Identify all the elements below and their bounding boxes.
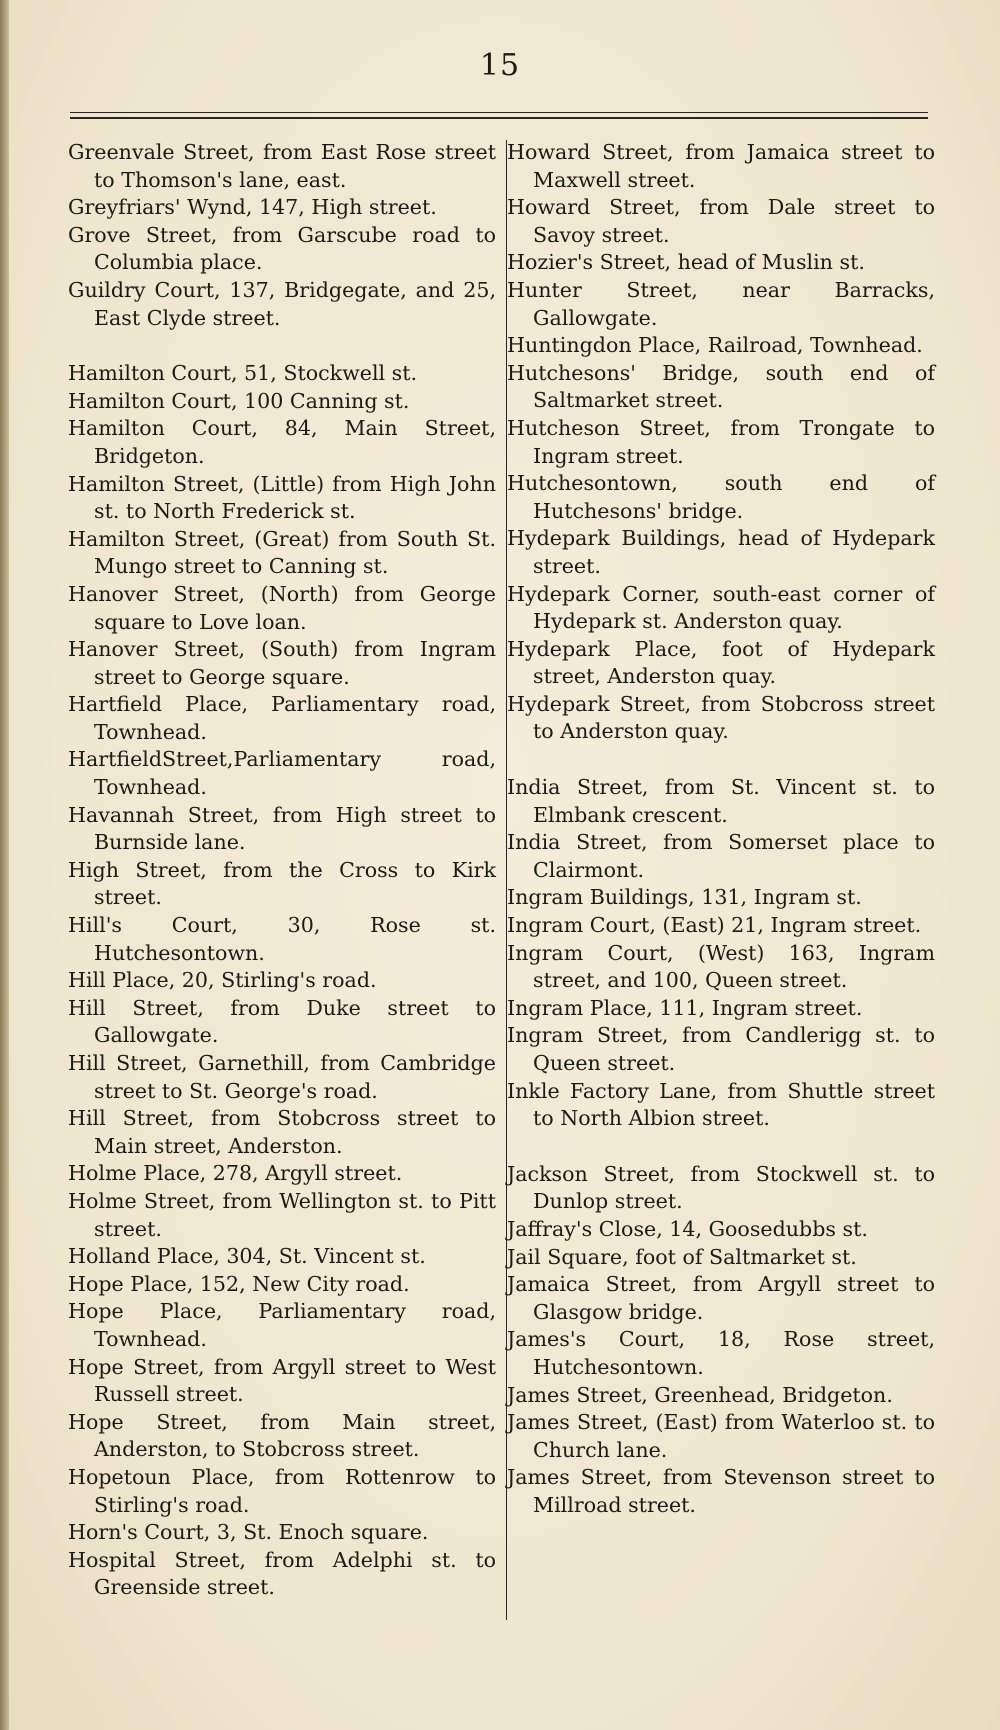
- book-spine-edge: [0, 0, 9, 1730]
- directory-entry: Hope Place, 152, New City road.: [68, 1271, 410, 1296]
- directory-entry: Howard Street, from Jamaica street to Maxwell street.: [507, 140, 935, 192]
- directory-entry: Hospital Street, from Adelphi st. to Greenside street.: [68, 1547, 496, 1600]
- directory-entry: Holme Street, from Wellington st. to Pitt street.: [68, 1188, 496, 1241]
- directory-entry: Hanover Street, (South) from Ingram street to George square.: [68, 637, 496, 689]
- directory-entry: Hill Street, from Stobcross street to Main street, Anderston.: [68, 1106, 496, 1158]
- directory-entry: Jaffray's Close, 14, Goosedubbs st.: [507, 1216, 868, 1241]
- directory-entry: Hamilton Street, (Great) from South St. Mungo street to Canning st.: [68, 526, 496, 579]
- directory-entry: James's Court, 18, Rose street, Hutchesontown.: [507, 1327, 935, 1379]
- directory-entry: Hamilton Court, 100 Canning st.: [68, 388, 410, 413]
- directory-entry: Jackson Street, from Stockwell st. to Dunlop street.: [507, 1161, 935, 1214]
- directory-entry: James Street, Greenhead, Bridgeton.: [507, 1382, 893, 1407]
- directory-entry: Hill Place, 20, Stirling's road.: [68, 968, 377, 993]
- directory-entry: Hamilton Street, (Little) from High John st. to North Frederick st.: [68, 471, 496, 524]
- directory-entry: High Street, from the Cross to Kirk street.: [68, 857, 496, 910]
- directory-entry: James Street, from Stevenson street to Millroad street.: [507, 1465, 935, 1517]
- directory-entry: Ingram Street, from Candlerigg st. to Queen street.: [507, 1023, 935, 1075]
- directory-entry: Ingram Court, (West) 163, Ingram street, and 100, Queen street.: [507, 940, 935, 993]
- directory-entry: Hopetoun Place, from Rottenrow to Stirling's road.: [68, 1464, 496, 1517]
- directory-entry: Huntingdon Place, Railroad, Townhead.: [507, 333, 923, 358]
- directory-entry: Hunter Street, near Barracks, Gallowgate.: [507, 277, 935, 330]
- directory-entry: India Street, from St. Vincent st. to Elmbank crescent.: [507, 775, 935, 827]
- directory-entry: Hamilton Court, 51, Stockwell st.: [68, 361, 418, 386]
- directory-entry: Inkle Factory Lane, from Shuttle street to North Albion street.: [507, 1078, 935, 1131]
- directory-entry: Hartfield Place, Parliamentary road, Townhead.: [68, 692, 496, 744]
- directory-entry: Hill Street, Garnethill, from Cambridge street to St. George's road.: [68, 1051, 496, 1103]
- directory-entry: Hydepark Buildings, head of Hydepark street.: [507, 526, 935, 578]
- section-gap: [68, 332, 496, 360]
- directory-entry: Jail Square, foot of Saltmarket st.: [507, 1244, 857, 1269]
- directory-entry: Guildry Court, 137, Bridgegate, and 25, East Clyde street.: [68, 277, 496, 330]
- directory-entry: Hope Place, Parliamentary road, Townhead.: [68, 1299, 496, 1351]
- directory-entry: Hill Street, from Duke street to Gallowgate.: [68, 995, 496, 1048]
- directory-entry: Ingram Buildings, 131, Ingram st.: [507, 885, 862, 910]
- directory-entry: Greenvale Street, from East Rose street to Thomson's lane, east.: [68, 140, 496, 192]
- directory-entry: Hutchesons' Bridge, south end of Saltmarket street.: [507, 360, 935, 413]
- directory-entry: India Street, from Somerset place to Clairmont.: [507, 830, 935, 882]
- directory-entry: Horn's Court, 3, St. Enoch square.: [68, 1520, 429, 1545]
- directory-entry: Hydepark Corner, south-east corner of Hydepark st. Anderston quay.: [507, 581, 935, 634]
- directory-entry: Greyfriars' Wynd, 147, High street.: [68, 195, 437, 220]
- directory-entry: Hope Street, from Argyll street to West Russell street.: [68, 1354, 496, 1407]
- section-gap: [507, 746, 935, 774]
- page-number: 15: [479, 48, 521, 83]
- directory-entry: Holland Place, 304, St. Vincent st.: [68, 1244, 426, 1269]
- directory-entry: Hamilton Court, 84, Main Street, Bridgeton.: [68, 416, 496, 468]
- directory-entry: Hanover Street, (North) from George square to Love loan.: [68, 581, 496, 634]
- section-gap: [507, 1133, 935, 1161]
- directory-entry: Ingram Place, 111, Ingram street.: [507, 995, 863, 1020]
- directory-entry: Jamaica Street, from Argyll street to Glasgow bridge.: [507, 1272, 935, 1324]
- directory-entry: Hydepark Street, from Stobcross street to Anderston quay.: [507, 691, 935, 744]
- directory-entry: Havannah Street, from High street to Burnside lane.: [68, 802, 496, 855]
- directory-entry: Hope Street, from Main street, Anderston, to Stobcross street.: [68, 1409, 496, 1462]
- directory-entry: Hozier's Street, head of Muslin st.: [507, 250, 865, 275]
- directory-entry: James Street, (East) from Waterloo st. to Church lane.: [507, 1410, 935, 1462]
- directory-entry: Grove Street, from Garscube road to Columbia place.: [68, 222, 496, 275]
- directory-entry: Howard Street, from Dale street to Savoy street.: [507, 195, 935, 247]
- right-column: [507, 139, 935, 1520]
- directory-entry: Hutchesontown, south end of Hutchesons' bridge.: [507, 471, 935, 523]
- directory-entry: Hutcheson Street, from Trongate to Ingram street.: [507, 415, 935, 468]
- directory-entry: Holme Place, 278, Argyll street.: [68, 1161, 403, 1186]
- directory-entry: HartfieldStreet,Parliamentary road, Townhead.: [68, 747, 496, 800]
- directory-entry: Ingram Court, (East) 21, Ingram street.: [507, 913, 922, 938]
- directory-entry: Hydepark Place, foot of Hydepark street, Anderston quay.: [507, 636, 935, 689]
- directory-entry: Hill's Court, 30, Rose st. Hutchesontown.: [68, 913, 496, 965]
- left-column: [68, 139, 496, 1602]
- header-rule: [70, 112, 928, 119]
